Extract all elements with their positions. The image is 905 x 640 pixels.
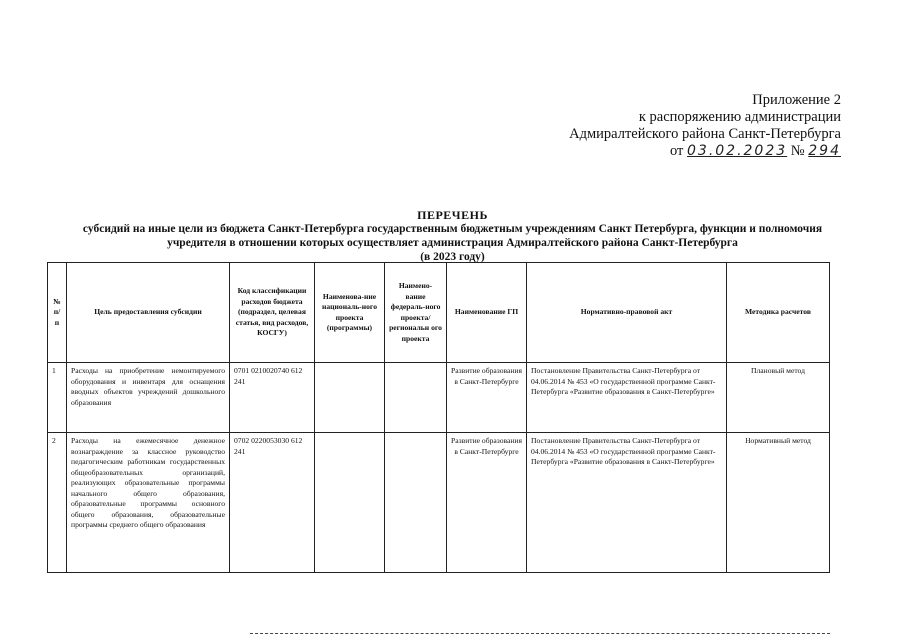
- table-row: [48, 363, 830, 433]
- row-code: 0702 0220053030 612 241: [230, 433, 315, 573]
- row-gp: Развитие образования в Санкт-Петербурге: [447, 433, 527, 573]
- subsidy-table: [47, 262, 830, 573]
- appendix-header: [569, 92, 841, 160]
- header-method: Методика расчетов: [727, 263, 830, 363]
- row-method: Нормативный метод: [727, 433, 830, 573]
- row-num: 1: [48, 363, 67, 433]
- handwritten-date: 03.02.2023: [687, 143, 788, 159]
- row-num: 2: [48, 433, 67, 573]
- table-row: [48, 433, 830, 573]
- table-header-row: [48, 263, 830, 363]
- header-goal: Цель предоставления субсидии: [67, 263, 230, 363]
- header-gp: Наименование ГП: [447, 263, 527, 363]
- header-code: Код классификации расходов бюджета (подраздел, целевая статья, вид расходов, КОСГУ): [230, 263, 315, 363]
- row-federal-project: [385, 433, 447, 573]
- appendix-date-line: [569, 143, 841, 160]
- row-goal: Расходы на ежемесячное денежное вознаграждение за классное руководство педагогическим работникам государственных общеобразовательных организаций, реализующих образовательные программы начального общего образования, образовательные программы основного общего образования, образовательные программы среднего общего образования: [67, 433, 230, 573]
- from-label: от: [669, 143, 684, 159]
- row-legal-act: Постановление Правительства Санкт-Петербурга от 04.06.2014 № 453 «О государственной программе Санкт-Петербурга «Развитие образования в Санкт-Петербурге»: [527, 433, 727, 573]
- title-line-2: учредителя в отношении которых осуществляет администрация Адмиралтейского района Санкт-Петербурга: [167, 237, 738, 249]
- title-line-1: субсидий на иные цели из бюджета Санкт-Петербурга государственным бюджетным учреждениям Санкт Петербурга, функции и полномочия: [82, 223, 823, 235]
- appendix-order-line: к распоряжению администрации: [638, 109, 841, 125]
- header-legal-act: Нормативно-правовой акт: [527, 263, 727, 363]
- header-national-project: Наименова-ние националь-ного проекта (программы): [315, 263, 385, 363]
- row-gp: Развитие образования в Санкт-Петербурге: [447, 363, 527, 433]
- row-national-project: [315, 433, 385, 573]
- row-federal-project: [385, 363, 447, 433]
- row-code: 0701 0210020740 612 241: [230, 363, 315, 433]
- row-method: Плановый метод: [727, 363, 830, 433]
- handwritten-number: 294: [808, 143, 841, 159]
- page-bottom-rule: [250, 633, 830, 635]
- header-num: № п/п: [48, 263, 67, 363]
- number-label: №: [790, 143, 805, 159]
- row-goal: Расходы на приобретение немонтируемого оборудования и инвентаря для оснащения вводных объектов учреждений дошкольного образования: [67, 363, 230, 433]
- title-line-3: (в 2023 году): [420, 251, 485, 263]
- document-title-block: [40, 208, 865, 264]
- document-heading: ПЕРЕЧЕНЬ: [417, 208, 488, 222]
- header-federal-project: Наимено-вание федераль-ного проекта/ региональн ого проекта: [385, 263, 447, 363]
- row-legal-act: Постановление Правительства Санкт-Петербурга от 04.06.2014 № 453 «О государственной программе Санкт-Петербурга «Развитие образования в Санкт-Петербурге»: [527, 363, 727, 433]
- appendix-title: Приложение 2: [752, 92, 841, 108]
- appendix-district-line: Адмиралтейского района Санкт-Петербурга: [569, 126, 841, 142]
- row-national-project: [315, 363, 385, 433]
